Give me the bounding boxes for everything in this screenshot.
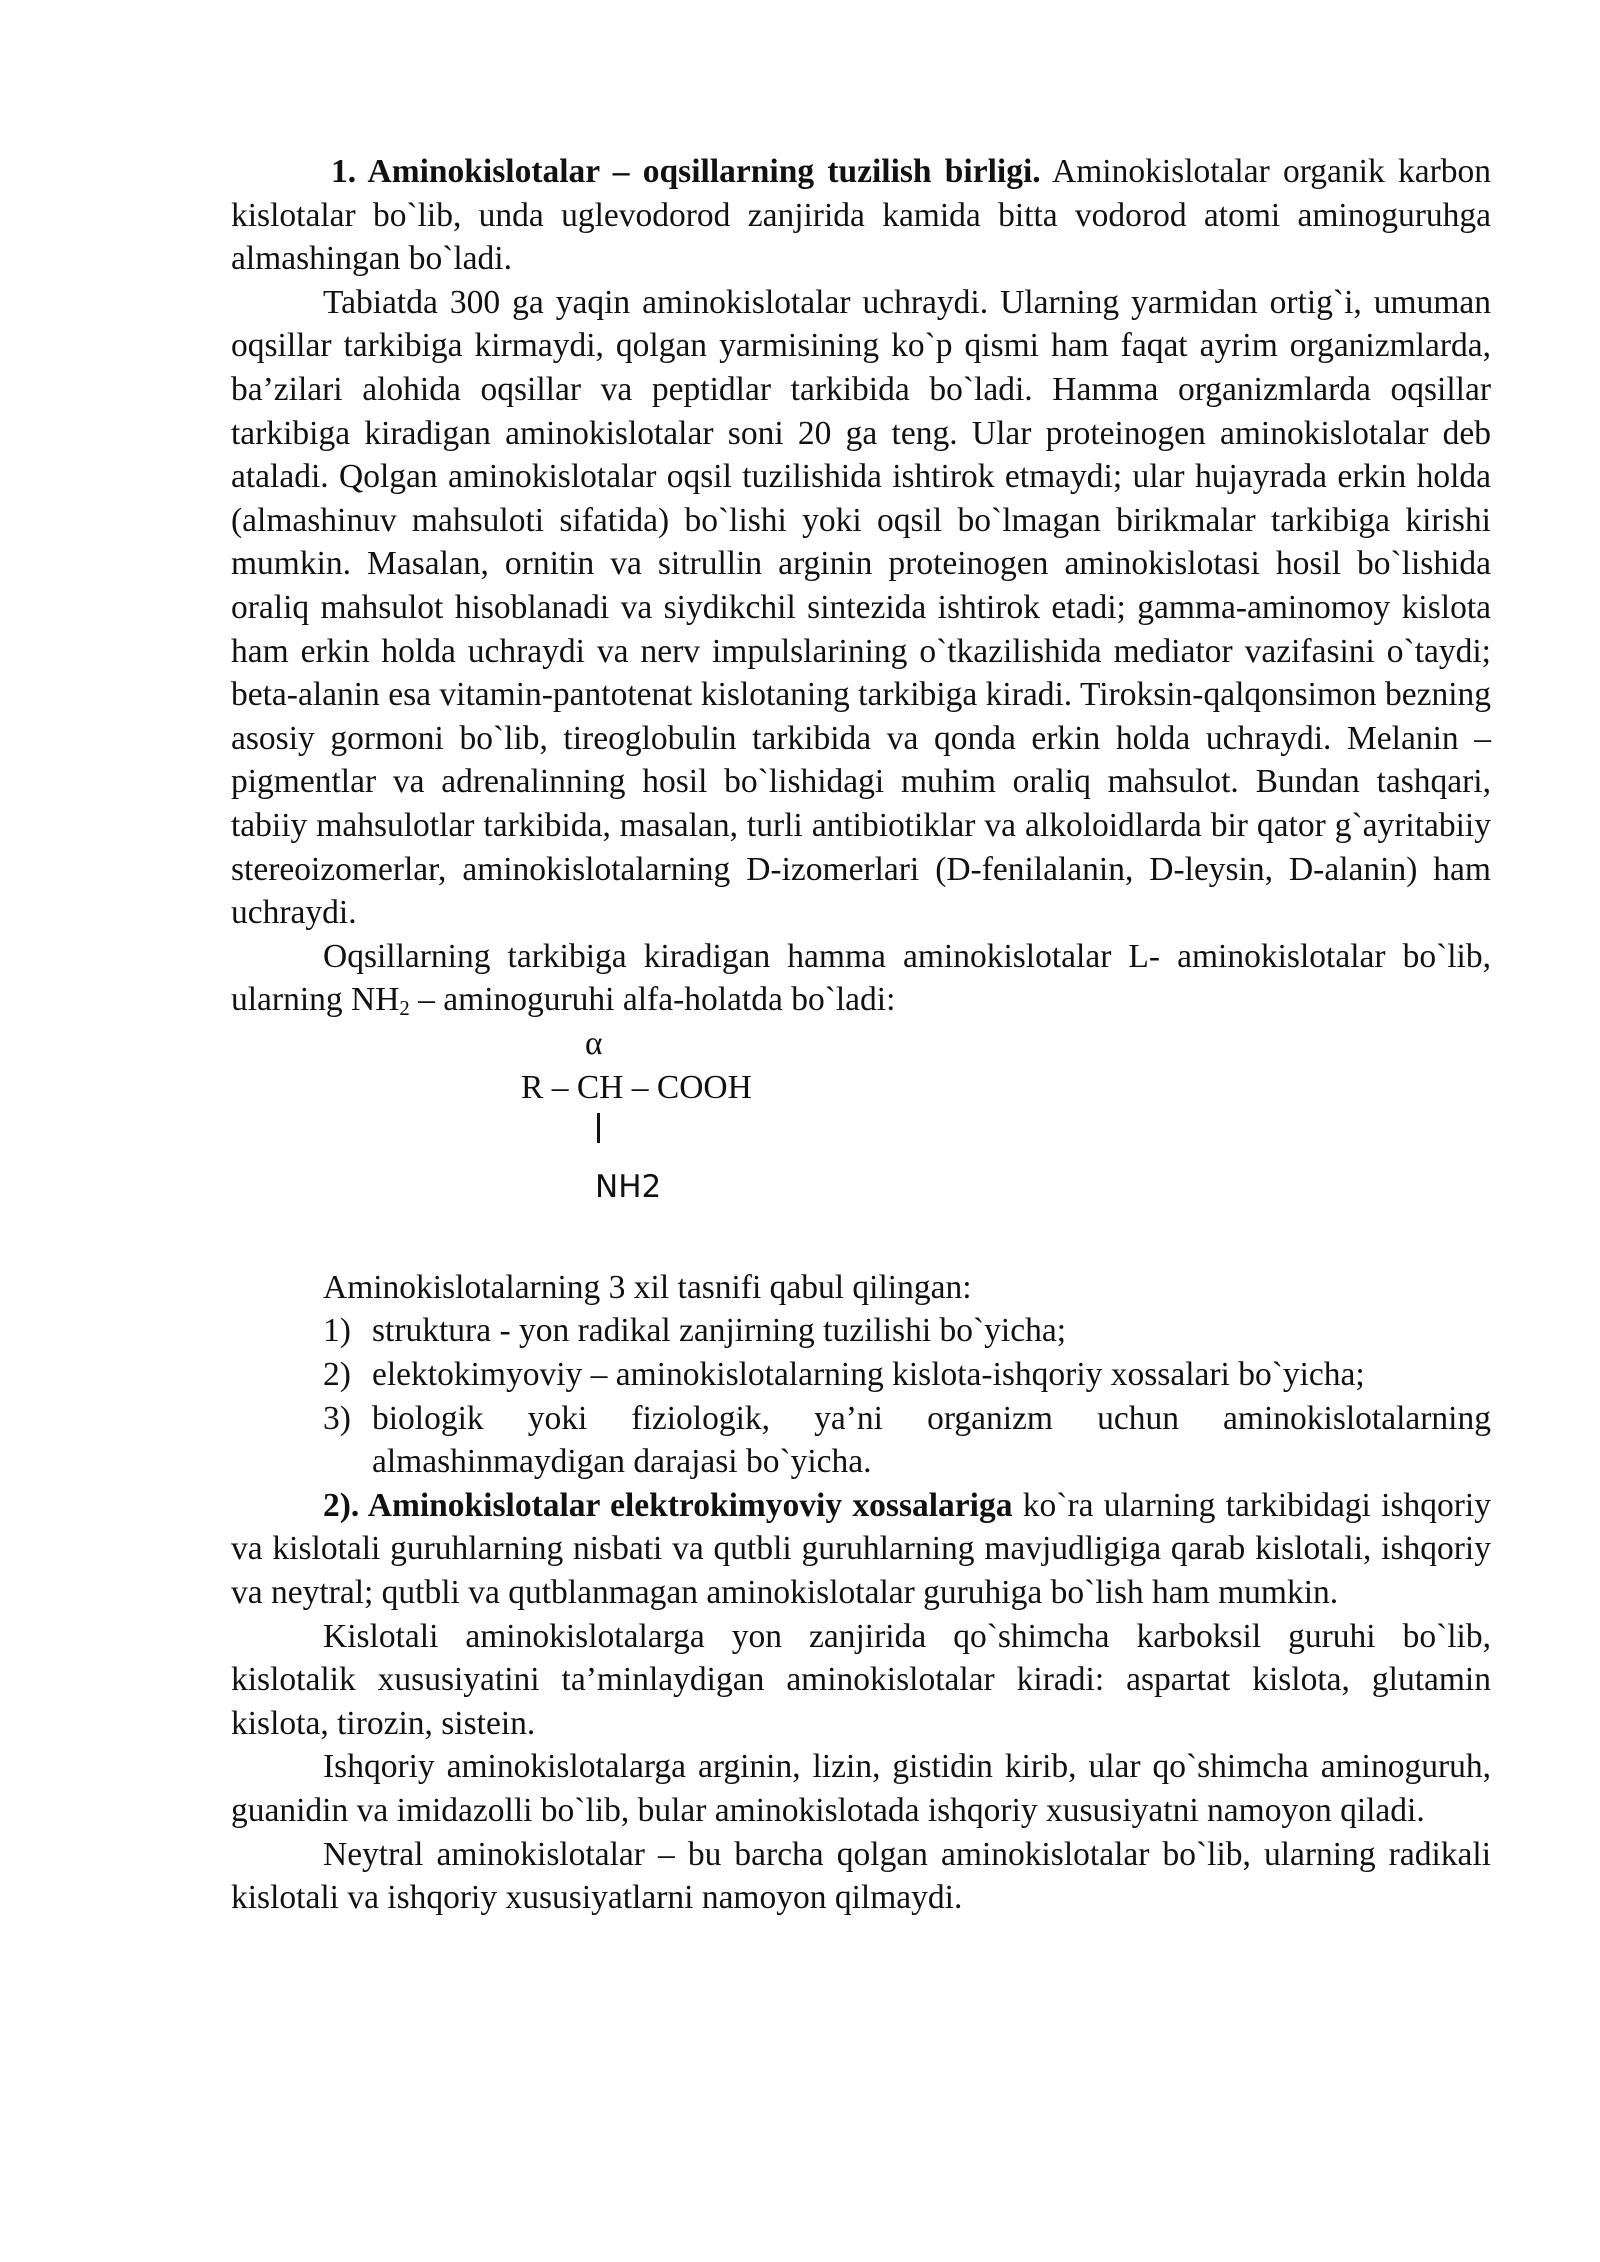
document-page bbox=[231, 150, 1491, 1920]
formula-amino-group: NH2 bbox=[595, 1168, 662, 1205]
list-item bbox=[231, 1309, 1491, 1353]
paragraph-l-aminoacids-text-end: – aminoguruhi alfa-holatda bo`ladi: bbox=[409, 981, 896, 1019]
nh2-subscript: 2 bbox=[399, 997, 410, 1021]
list-item-number: 2) bbox=[323, 1356, 351, 1394]
formula-alpha-label: α bbox=[585, 1024, 603, 1062]
paragraph-l-aminoacids bbox=[231, 935, 1491, 1022]
list-item bbox=[231, 1353, 1491, 1397]
classification-list bbox=[231, 1309, 1491, 1483]
section-2-paragraph bbox=[231, 1484, 1491, 1615]
list-item-text: struktura - yon radikal zanjirning tuzilishi bo`yicha; bbox=[372, 1312, 1067, 1350]
list-item-text: biologik yoki fiziologik, ya’ni organizm uchun aminokislotalarning almashinmaydigan darajasi bo`yicha. bbox=[372, 1399, 1491, 1481]
list-item-text: elektokimyoviy – aminokislotalarning kislota-ishqoriy xossalari bo`yicha; bbox=[372, 1356, 1365, 1394]
aminoacid-formula bbox=[231, 1022, 1491, 1266]
section-2-text: ko`ra ularning tarkibidagi ishqoriy va kislotali guruhlarning nisbati va qutbli guruhlarning mavjudligiga qarab kislotali, ishqoriy va neytral; qutbli va qutblanmagan aminokislotalar guruhiga bo`lish ham mumkin. bbox=[231, 1486, 1491, 1612]
classification-intro: Aminokislotalarning 3 xil tasnifi qabul qilingan: bbox=[323, 1268, 972, 1306]
list-item-number: 3) bbox=[323, 1399, 351, 1437]
paragraph-l-aminoacids-text: Oqsillarning tarkibiga kiradigan hamma aminokislotalar L- aminokislotalar bo`lib, ularning NH bbox=[231, 937, 1491, 1019]
section-2-heading: 2). Aminokislotalar elektrokimyoviy xossalariga bbox=[323, 1486, 1013, 1524]
paragraph-acidic-aminoacids: Kislotali aminokislotalarga yon zanjirida qo`shimcha karboksil guruhi bo`lib, kislotalik xususiyatini ta’minlaydigan aminokislotalar kiradi: aspartat kislota, glutamin kislota, tirozin, sistein. bbox=[231, 1617, 1491, 1742]
section-1-paragraph bbox=[231, 150, 1491, 281]
section-1-heading: 1. Aminokislotalar – oqsillarning tuzilish birligi. bbox=[331, 153, 1041, 190]
list-item-number: 1) bbox=[323, 1312, 351, 1350]
formula-vertical-bond bbox=[597, 1113, 600, 1143]
section-1-text: Aminokislotalar organik karbon kislotalar bo`lib, unda uglevodorod zanjirida kamida bitta vodorod atomi aminoguruhga almashingan bo`ladi. bbox=[231, 153, 1491, 278]
list-item bbox=[231, 1397, 1491, 1484]
paragraph-neutral-aminoacids: Neytral aminokislotalar – bu barcha qolgan aminokislotalar bo`lib, ularning radikali kislotali va ishqoriy xususiyatlarni namoyon qilmaydi. bbox=[231, 1835, 1491, 1917]
paragraph-basic-aminoacids: Ishqoriy aminokislotalarga arginin, lizin, gistidin kirib, ular qo`shimcha aminoguruh, guanidin va imidazolli bo`lib, bular aminokislotada ishqoriy xususiyatni namoyon qiladi. bbox=[231, 1748, 1491, 1829]
formula-main-chain: R – CH – COOH bbox=[521, 1068, 752, 1106]
paragraph-natural-aminoacids: Tabiatda 300 ga yaqin aminokislotalar uchraydi. Ularning yarmidan ortig`i, umuman oqsillar tarkibiga kirmaydi, qolgan yarmisining ko`p qismi ham faqat ayrim organizmlarda, ba’zilari alohida oqsillar va peptidlar tarkibida bo`ladi. Hamma organizmlarda oqsillar tarkibiga kiradigan aminokislotalar soni 20 ga teng. Ular proteinogen aminokislotalar deb ataladi. Qolgan aminokislotalar oqsil tuzilishida ishtirok etmaydi; ular hujayrada erkin holda (almashinuv mahsuloti sifatida) bo`lishi yoki oqsil bo`lmagan birikmalar tarkibiga kirishi mumkin. Masalan, ornitin va sitrullin arginin proteinogen aminokislotasi hosil bo`lishida oraliq mahsulot hisoblanadi va siydikchil sintezida ishtirok etadi; gamma-aminomoy kislota ham erkin holda uchraydi va nerv impulslarining o`tkazilishida mediator vazifasini o`taydi; beta-alanin esa vitamin-pantotenat kislotaning tarkibiga kiradi. Tiroksin-qalqonsimon bezning asosiy gormoni bo`lib, tireoglobulin tarkibida va qonda erkin holda uchraydi. Melanin – pigmentlar va adrenalinning hosil bo`lishidagi muhim oraliq mahsulot. Bundan tashqari, tabiiy mahsulotlar tarkibida, masalan, turli antibiotiklar va alkoloidlarda bir qator g`ayritabiiy stereoizomerlar, aminokislotalarning D-izomerlari (D-fenilalanin, D-leysin, D-alanin) ham uchraydi. bbox=[231, 283, 1491, 932]
